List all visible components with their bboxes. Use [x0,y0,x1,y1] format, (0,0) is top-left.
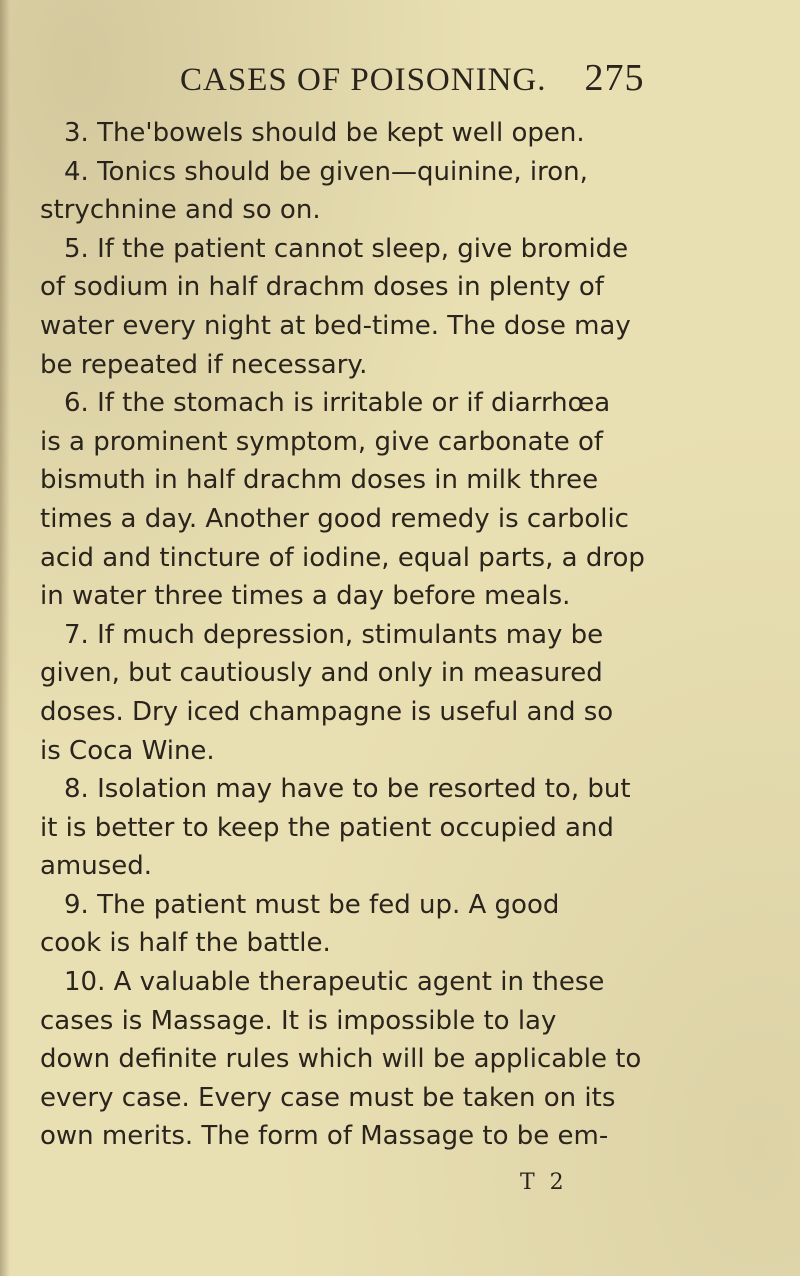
text-line: is Coca Wine. [40,735,215,766]
running-head [180,56,780,100]
text-line: be repeated if necessary. [40,349,368,380]
text-line: water every night at bed-time. The dose may [40,310,631,341]
text-line: 4. Tonics should be given—quinine, iron, [64,156,588,187]
running-title: CASES OF POISONING. [180,62,547,98]
body-text [40,114,795,1156]
text-line: own merits. The form of Massage to be em- [40,1121,609,1152]
text-line: 10. A valuable therapeutic agent in these [64,967,605,998]
signature-mark: T 2 [520,1170,568,1195]
text-line: times a day. Another good remedy is carbolic [40,503,629,534]
text-line: bismuth in half drachm doses in milk three [40,465,599,496]
text-line: it is better to keep the patient occupied and [40,812,614,843]
text-line: strychnine and so on. [40,195,321,226]
text-line: 8. Isolation may have to be resorted to, but [64,774,631,805]
text-line: in water three times a day before meals. [40,581,571,612]
text-line: of sodium in half drachm doses in plenty of [40,272,604,303]
text-line: every case. Every case must be taken on its [40,1082,616,1113]
text-line: doses. Dry iced champagne is useful and so [40,696,614,727]
text-line: 9. The patient must be fed up. A good [64,889,560,920]
page-number: 275 [584,57,645,99]
text-line: 5. If the patient cannot sleep, give bromide [64,233,629,264]
text-line: given, but cautiously and only in measured [40,658,603,689]
text-line: 6. If the stomach is irritable or if diarrhœa [64,388,611,419]
text-line: down definite rules which will be applicable to [40,1044,642,1075]
text-line: 7. If much depression, stimulants may be [64,619,604,650]
text-line: cook is half the battle. [40,928,331,959]
page-gutter-shadow [0,0,10,1276]
text-line: amused. [40,851,153,882]
text-line: acid and tincture of iodine, equal parts, a drop [40,542,645,573]
text-line: cases is Massage. It is impossible to lay [40,1005,557,1036]
text-line: is a prominent symptom, give carbonate of [40,426,604,457]
text-line: 3. The'bowels should be kept well open. [64,118,585,148]
